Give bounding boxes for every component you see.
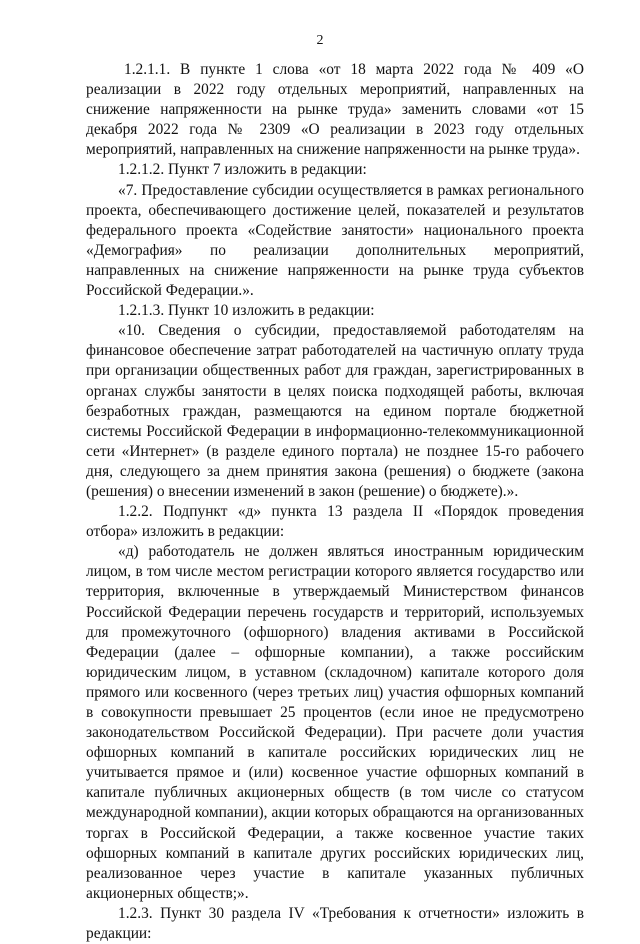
paragraph-1-2-2: 1.2.2. Подпункт «д» пункта 13 раздела II «Порядок проведения отбора» изложить в редакции: <box>86 503 584 541</box>
page-number: 2 <box>316 33 324 48</box>
paragraph-1-2-3: 1.2.3. Пункт 30 раздела IV «Требования к отчетности» изложить в редакции: <box>86 904 584 943</box>
paragraph-1-2-1-1: 1.2.1.1. В пункте 1 слова «от 18 марта 2022 года № 409 «О реализации в 2022 году отдельных мероприятий, направленных на снижение напряженности на рынке труда» заменить словами «от 15 декабря 2022 года № 2309 «О реализации в 2023 году отдельных мероприятий, направленных на снижение напряженности на рынке труда». <box>86 61 584 159</box>
paragraph-1-2-1-3: 1.2.1.3. Пункт 10 изложить в редакции: <box>118 302 375 320</box>
paragraph-subpoint-d-text: «д) работодатель не должен являться иностранным юридическим лицом, в том числе местом регистрации которого является государство или территория, включенные в утверждаемый Министерством финансов Российской Федерации перечень государств и территорий, используемых для промежуточного (офшорного) владения активами в Российской Федерации (далее – офшорные компании), а также российским юридическим лицом, в уставном (складочном) капитале которого доля прямого или косвенного (через третьих лиц) участия офшорных компаний в совокупности превышает 25 процентов (если иное не предусмотрено законодательством Российской Федерации). При расчете доли участия офшорных компаний в капитале российских юридических лиц не учитывается прямое и (или) косвенное участие офшорных компаний в капитале публичных акционерных обществ (в том числе со статусом международной компании), акции которых обращаются на организованных торгах в Российской Федерации, а также косвенное участие таких офшорных компаний в капитале других российских юридических лиц, реализованное через участие в капитале указанных публичных акционерных обществ;». <box>86 543 584 902</box>
document-body <box>86 60 584 944</box>
paragraph-point-7-text: «7. Предоставление субсидии осуществляется в рамках регионального проекта, обеспечивающего достижение целей, показателей и результатов федерального проекта «Содействие занятости» национального проекта «Демография» по реализации дополнительных мероприятий, направленных на снижение напряженности на рынке труда субъектов Российской Федерации.». <box>86 181 584 300</box>
paragraph-1-2-1-2: 1.2.1.2. Пункт 7 изложить в редакции: <box>118 161 367 179</box>
paragraph-point-10-text: «10. Сведения о субсидии, предоставляемой работодателям на финансовое обеспечение затрат работодателей на частичную оплату труда при организации общественных работ для граждан, зарегистрированных в органах службы занятости в целях поиска подходящей работы, включая безработных граждан, размещаются на едином портале бюджетной системы Российской Федерации в информационно-телекоммуникационной сети «Интернет» (в разделе единого портала) не позднее 15-го рабочего дня, следующего за днем принятия закона (решения) о бюджете (закона (решения) о внесении изменений в закон (решение) о бюджете).». <box>86 322 584 500</box>
